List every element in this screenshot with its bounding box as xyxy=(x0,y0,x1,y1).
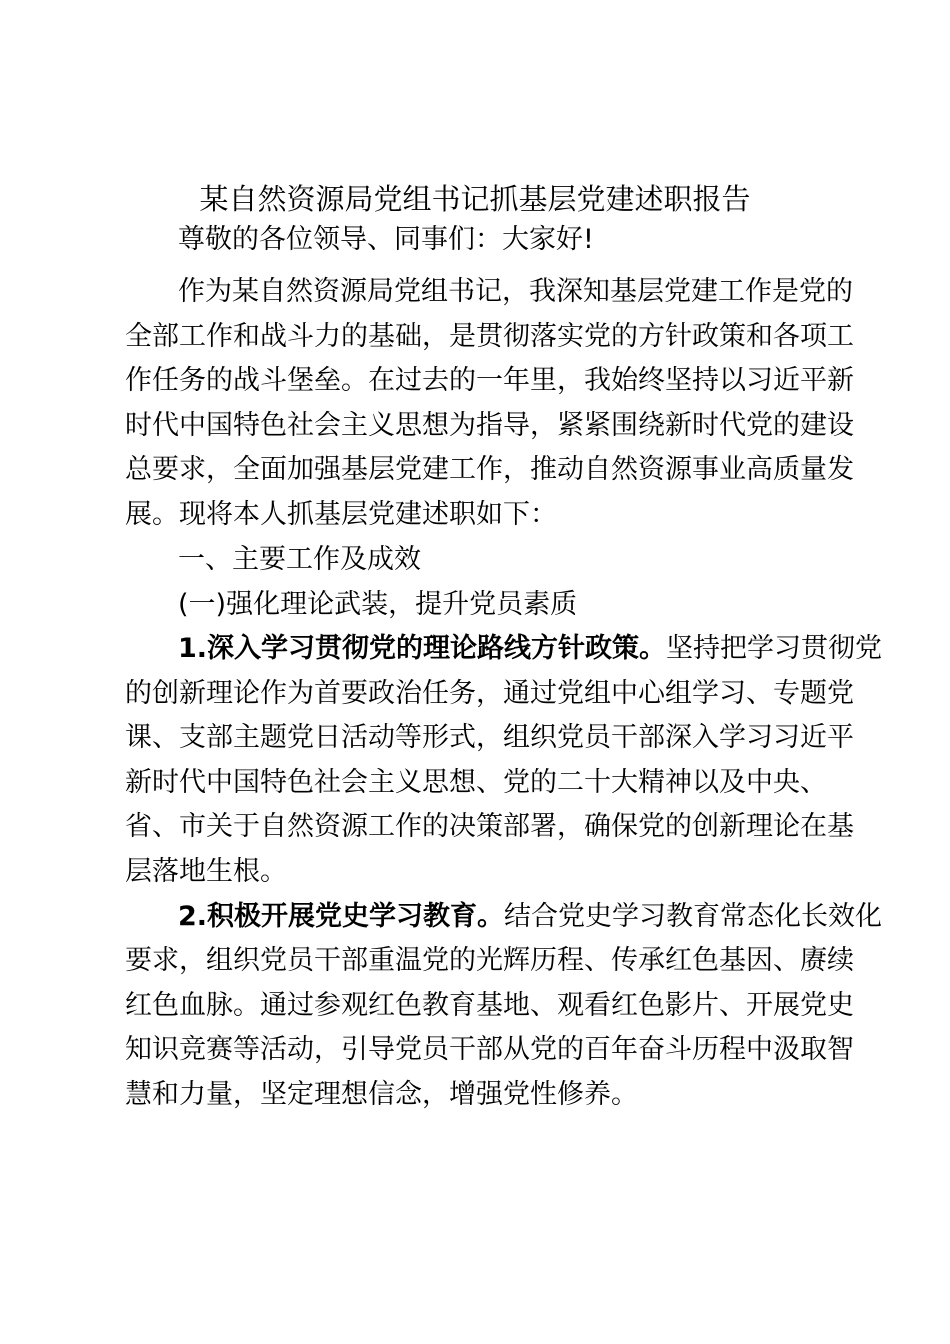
item1-line: 课、支部主题党日活动等形式，组织党员干部深入学习习近平 xyxy=(125,722,854,753)
intro-line: 展。现将本人抓基层党建述职如下： xyxy=(125,499,557,530)
greeting: 尊敬的各位领导、同事们：大家好! xyxy=(178,224,594,255)
item1-line: 省、市关于自然资源工作的决策部署，确保党的创新理论在基 xyxy=(125,811,854,842)
item1-first-rest: 坚持把学习贯彻党 xyxy=(666,633,883,664)
item2-line: 慧和力量，坚定理想信念，增强党性修养。 xyxy=(125,1079,638,1110)
item2-line: 要求，组织党员干部重温党的光辉历程、传承红色基因、赓续 xyxy=(125,945,854,976)
subsection-heading: (一)强化理论武装，提升党员素质 xyxy=(178,589,578,620)
intro-line: 作为某自然资源局党组书记，我深知基层党建工作是党的 xyxy=(178,276,853,307)
item1-line: 新时代中国特色社会主义思想、党的二十大精神以及中央、 xyxy=(125,767,827,798)
intro-line: 总要求，全面加强基层党建工作，推动自然资源事业高质量发 xyxy=(125,454,854,485)
item2-line: 红色血脉。通过参观红色教育基地、观看红色影片、开展党史 xyxy=(125,990,854,1021)
item1-first-line xyxy=(0,629,950,669)
item2-first-line xyxy=(0,897,950,937)
item2-bold-lead: 2.积极开展党史学习教育。 xyxy=(178,901,505,932)
document-title: 某自然资源局党组书记抓基层党建述职报告 xyxy=(199,182,751,216)
section-heading: 一、主要工作及成效 xyxy=(178,544,421,575)
item2-line: 知识竞赛等活动，引导党员干部从党的百年奋斗历程中汲取智 xyxy=(125,1034,854,1065)
item2-first-rest: 结合党史学习教育常态化长效化 xyxy=(504,901,883,932)
intro-line: 全部工作和战斗力的基础，是贯彻落实党的方针政策和各项工 xyxy=(125,321,854,352)
item1-line: 的创新理论作为首要政治任务，通过党组中心组学习、专题党 xyxy=(125,678,854,709)
intro-line: 作任务的战斗堡垒。在过去的一年里，我始终坚持以习近平新 xyxy=(125,365,854,396)
item1-bold-lead: 1.深入学习贯彻党的理论路线方针政策。 xyxy=(178,633,667,664)
intro-line: 时代中国特色社会主义思想为指导，紧紧围绕新时代党的建设 xyxy=(125,410,854,441)
item1-line: 层落地生根。 xyxy=(125,856,287,887)
